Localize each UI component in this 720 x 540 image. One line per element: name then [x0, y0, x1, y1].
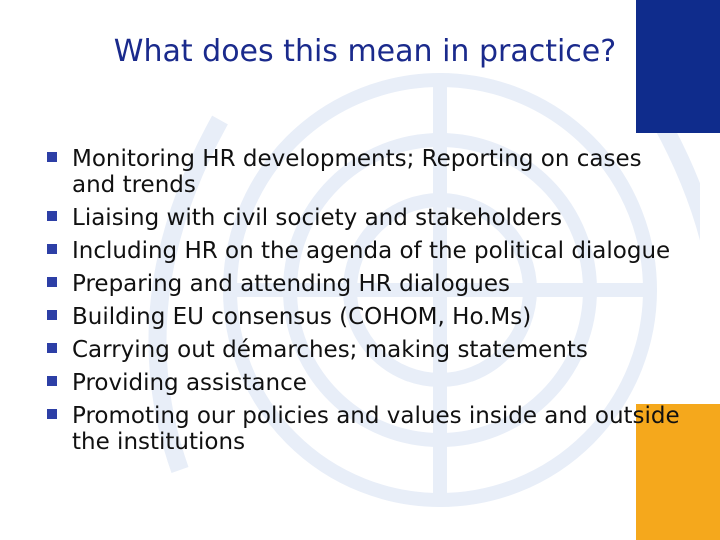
bullet-item: [44, 271, 684, 297]
bullet-item: [44, 205, 684, 231]
bullet-text: Liaising with civil society and stakeholders: [72, 205, 563, 231]
bullet-list: [44, 146, 684, 462]
bullet-item: [44, 403, 684, 455]
bullet-item: [44, 304, 684, 330]
bullet-text: Including HR on the agenda of the political dialogue: [72, 238, 671, 264]
square-bullet-icon: [47, 376, 57, 386]
bullet-text: Building EU consensus (COHOM, Ho.Ms): [72, 304, 532, 330]
square-bullet-icon: [47, 211, 57, 221]
square-bullet-icon: [47, 310, 57, 320]
bullet-text: Promoting our policies and values inside and outside the institutions: [72, 403, 680, 455]
bullet-item: [44, 370, 684, 396]
slide-title: What does this mean in practice?: [113, 34, 617, 69]
bullet-text: Preparing and attending HR dialogues: [72, 271, 510, 297]
bullet-text: Providing assistance: [72, 370, 307, 396]
bullet-text: Monitoring HR developments; Reporting on cases and trends: [72, 146, 642, 198]
square-bullet-icon: [47, 409, 57, 419]
blue-accent-bar: [636, 0, 720, 133]
square-bullet-icon: [47, 343, 57, 353]
square-bullet-icon: [47, 152, 57, 162]
bullet-text: Carrying out démarches; making statements: [72, 337, 588, 363]
square-bullet-icon: [47, 244, 57, 254]
bullet-item: [44, 146, 684, 198]
bullet-item: [44, 337, 684, 363]
bullet-item: [44, 238, 684, 264]
square-bullet-icon: [47, 277, 57, 287]
